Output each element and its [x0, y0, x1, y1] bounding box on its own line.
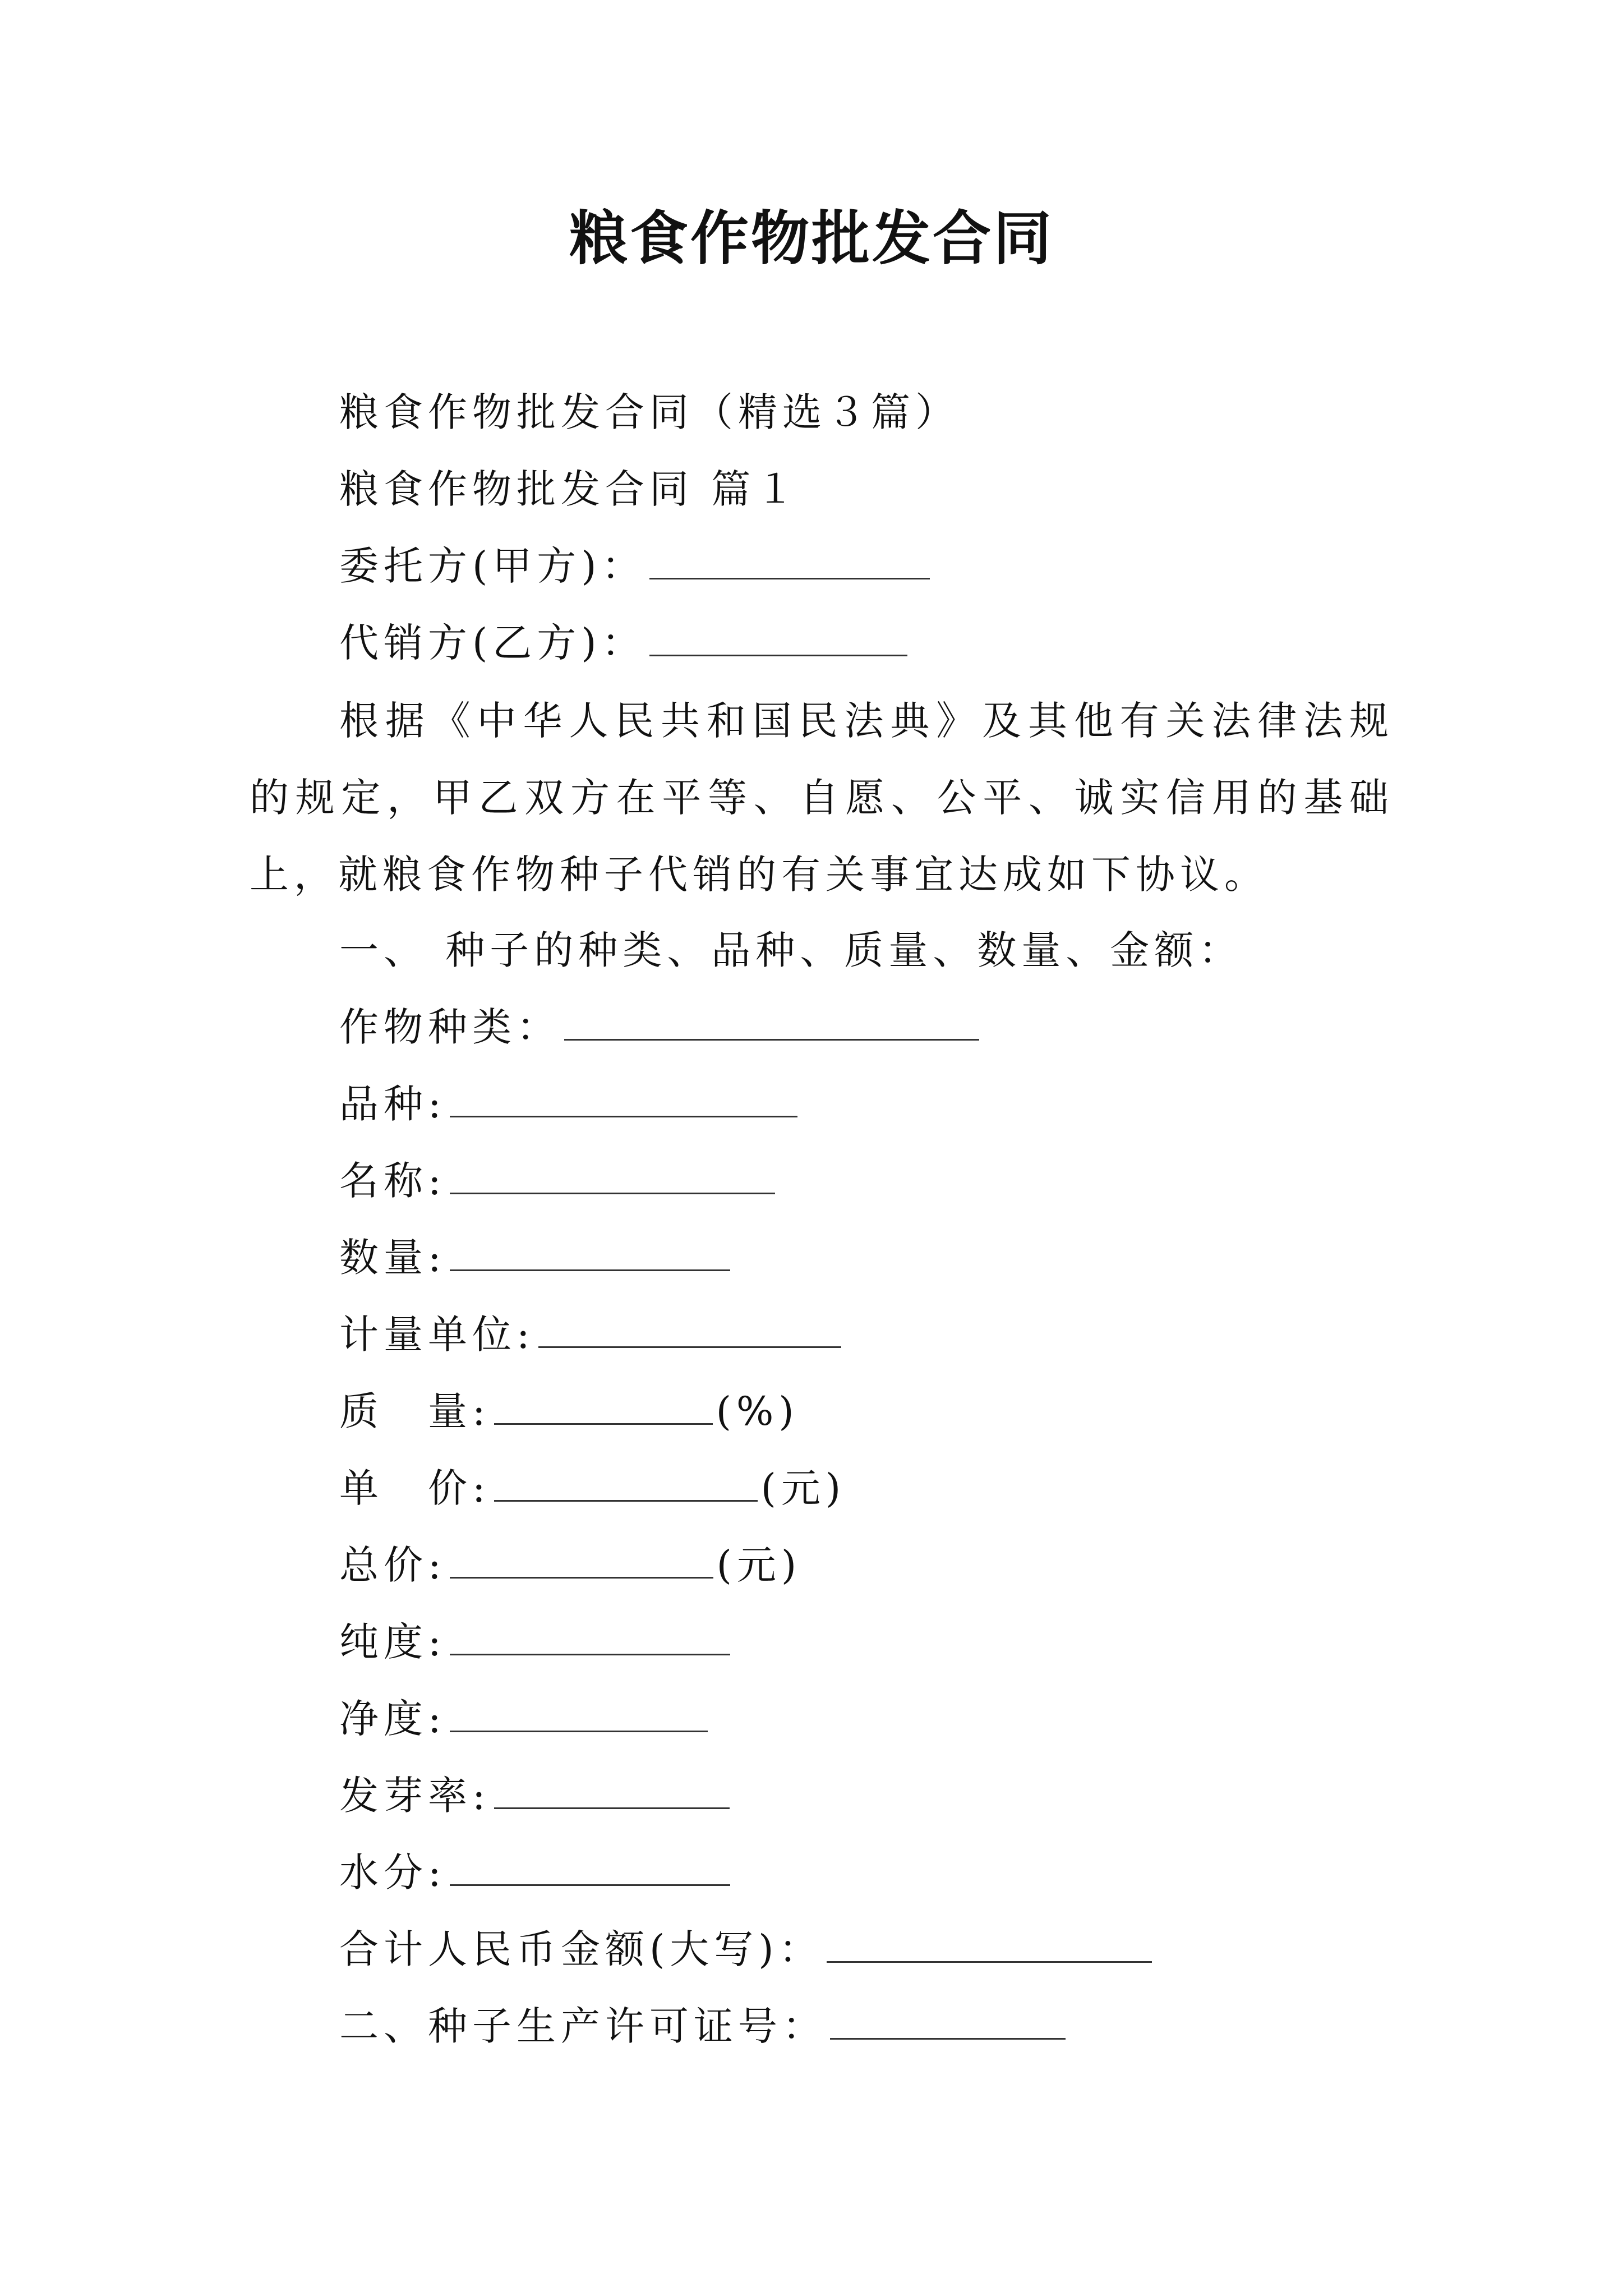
document-subtitle: [339, 384, 960, 440]
field-blank: [450, 1625, 730, 1655]
section-heading-text: 粮食作物批发合同 篇１: [339, 466, 800, 512]
party-b-line: [339, 615, 907, 671]
field-label: 名称:: [339, 1158, 446, 1204]
party-b-label: 代销方(乙方)：: [339, 620, 646, 666]
clause-two-line: [339, 1998, 1066, 2054]
field-blank: [450, 1240, 730, 1271]
field-quantity: [339, 1230, 730, 1286]
field-moisture: [339, 1844, 730, 1901]
field-suffix: (元): [716, 1542, 802, 1588]
field-blank: [538, 1317, 841, 1348]
field-total-amount: [339, 1921, 1152, 1977]
party-a-blank: [649, 549, 930, 579]
field-label: 作物种类：: [339, 1004, 561, 1050]
field-cleanliness: [339, 1691, 708, 1747]
clause-one-text: 一、 种子的种类、品种、质量、数量、金额：: [339, 927, 1243, 973]
field-label: 水分:: [339, 1849, 446, 1895]
subtitle-text: 粮食作物批发合同（精选３篇）: [339, 389, 960, 435]
field-purity: [339, 1614, 730, 1670]
field-label: 品种:: [339, 1081, 446, 1127]
field-unit-price: [339, 1460, 846, 1516]
field-label: 数量:: [339, 1235, 446, 1281]
field-blank: [494, 1471, 758, 1502]
clause-two-label: 二、种子生产许可证号：: [339, 2003, 827, 2049]
party-a-label: 委托方(甲方)：: [339, 543, 646, 589]
field-label: 净度:: [339, 1696, 446, 1742]
party-b-blank: [649, 625, 907, 656]
field-suffix: (元): [760, 1465, 846, 1511]
field-label: 计量单位:: [339, 1312, 535, 1358]
field-blank: [564, 1010, 979, 1041]
field-blank: [494, 1778, 730, 1809]
field-crop-type: [339, 999, 979, 1055]
field-blank: [450, 1855, 730, 1886]
field-blank: [450, 1548, 713, 1579]
intro-paragraph: 根据《中华人民共和国民法典》及其他有关法律法规的规定，甲乙双方在平等、自愿、公平、诚实信用的基础上，就粮食作物种子代销的有关事宜达成如下协议。: [250, 698, 1394, 898]
field-label: 发芽率:: [339, 1773, 491, 1819]
field-total-price: [339, 1537, 801, 1593]
clause-one-heading: [339, 922, 1243, 978]
license-number-blank: [830, 2009, 1066, 2040]
field-quality: [339, 1383, 799, 1439]
field-blank: [827, 1932, 1152, 1963]
field-label: 质 量:: [339, 1388, 491, 1434]
field-unit: [339, 1306, 841, 1363]
field-label: 总价:: [339, 1542, 446, 1588]
field-blank: [450, 1087, 797, 1117]
document-title: 粮食作物批发合同: [569, 204, 1054, 273]
field-label: 合计人民币金额(大写)：: [339, 1926, 823, 1972]
field-label: 纯度:: [339, 1619, 446, 1665]
field-suffix: (%): [716, 1388, 799, 1434]
field-blank: [450, 1163, 775, 1194]
party-a-line: [339, 538, 930, 594]
field-variety: [339, 1076, 797, 1132]
field-blank: [450, 1701, 708, 1732]
field-blank: [494, 1394, 713, 1425]
field-label: 单 价:: [339, 1465, 491, 1511]
section-heading: [339, 461, 800, 517]
field-name: [339, 1153, 775, 1209]
field-germination-rate: [339, 1768, 730, 1824]
